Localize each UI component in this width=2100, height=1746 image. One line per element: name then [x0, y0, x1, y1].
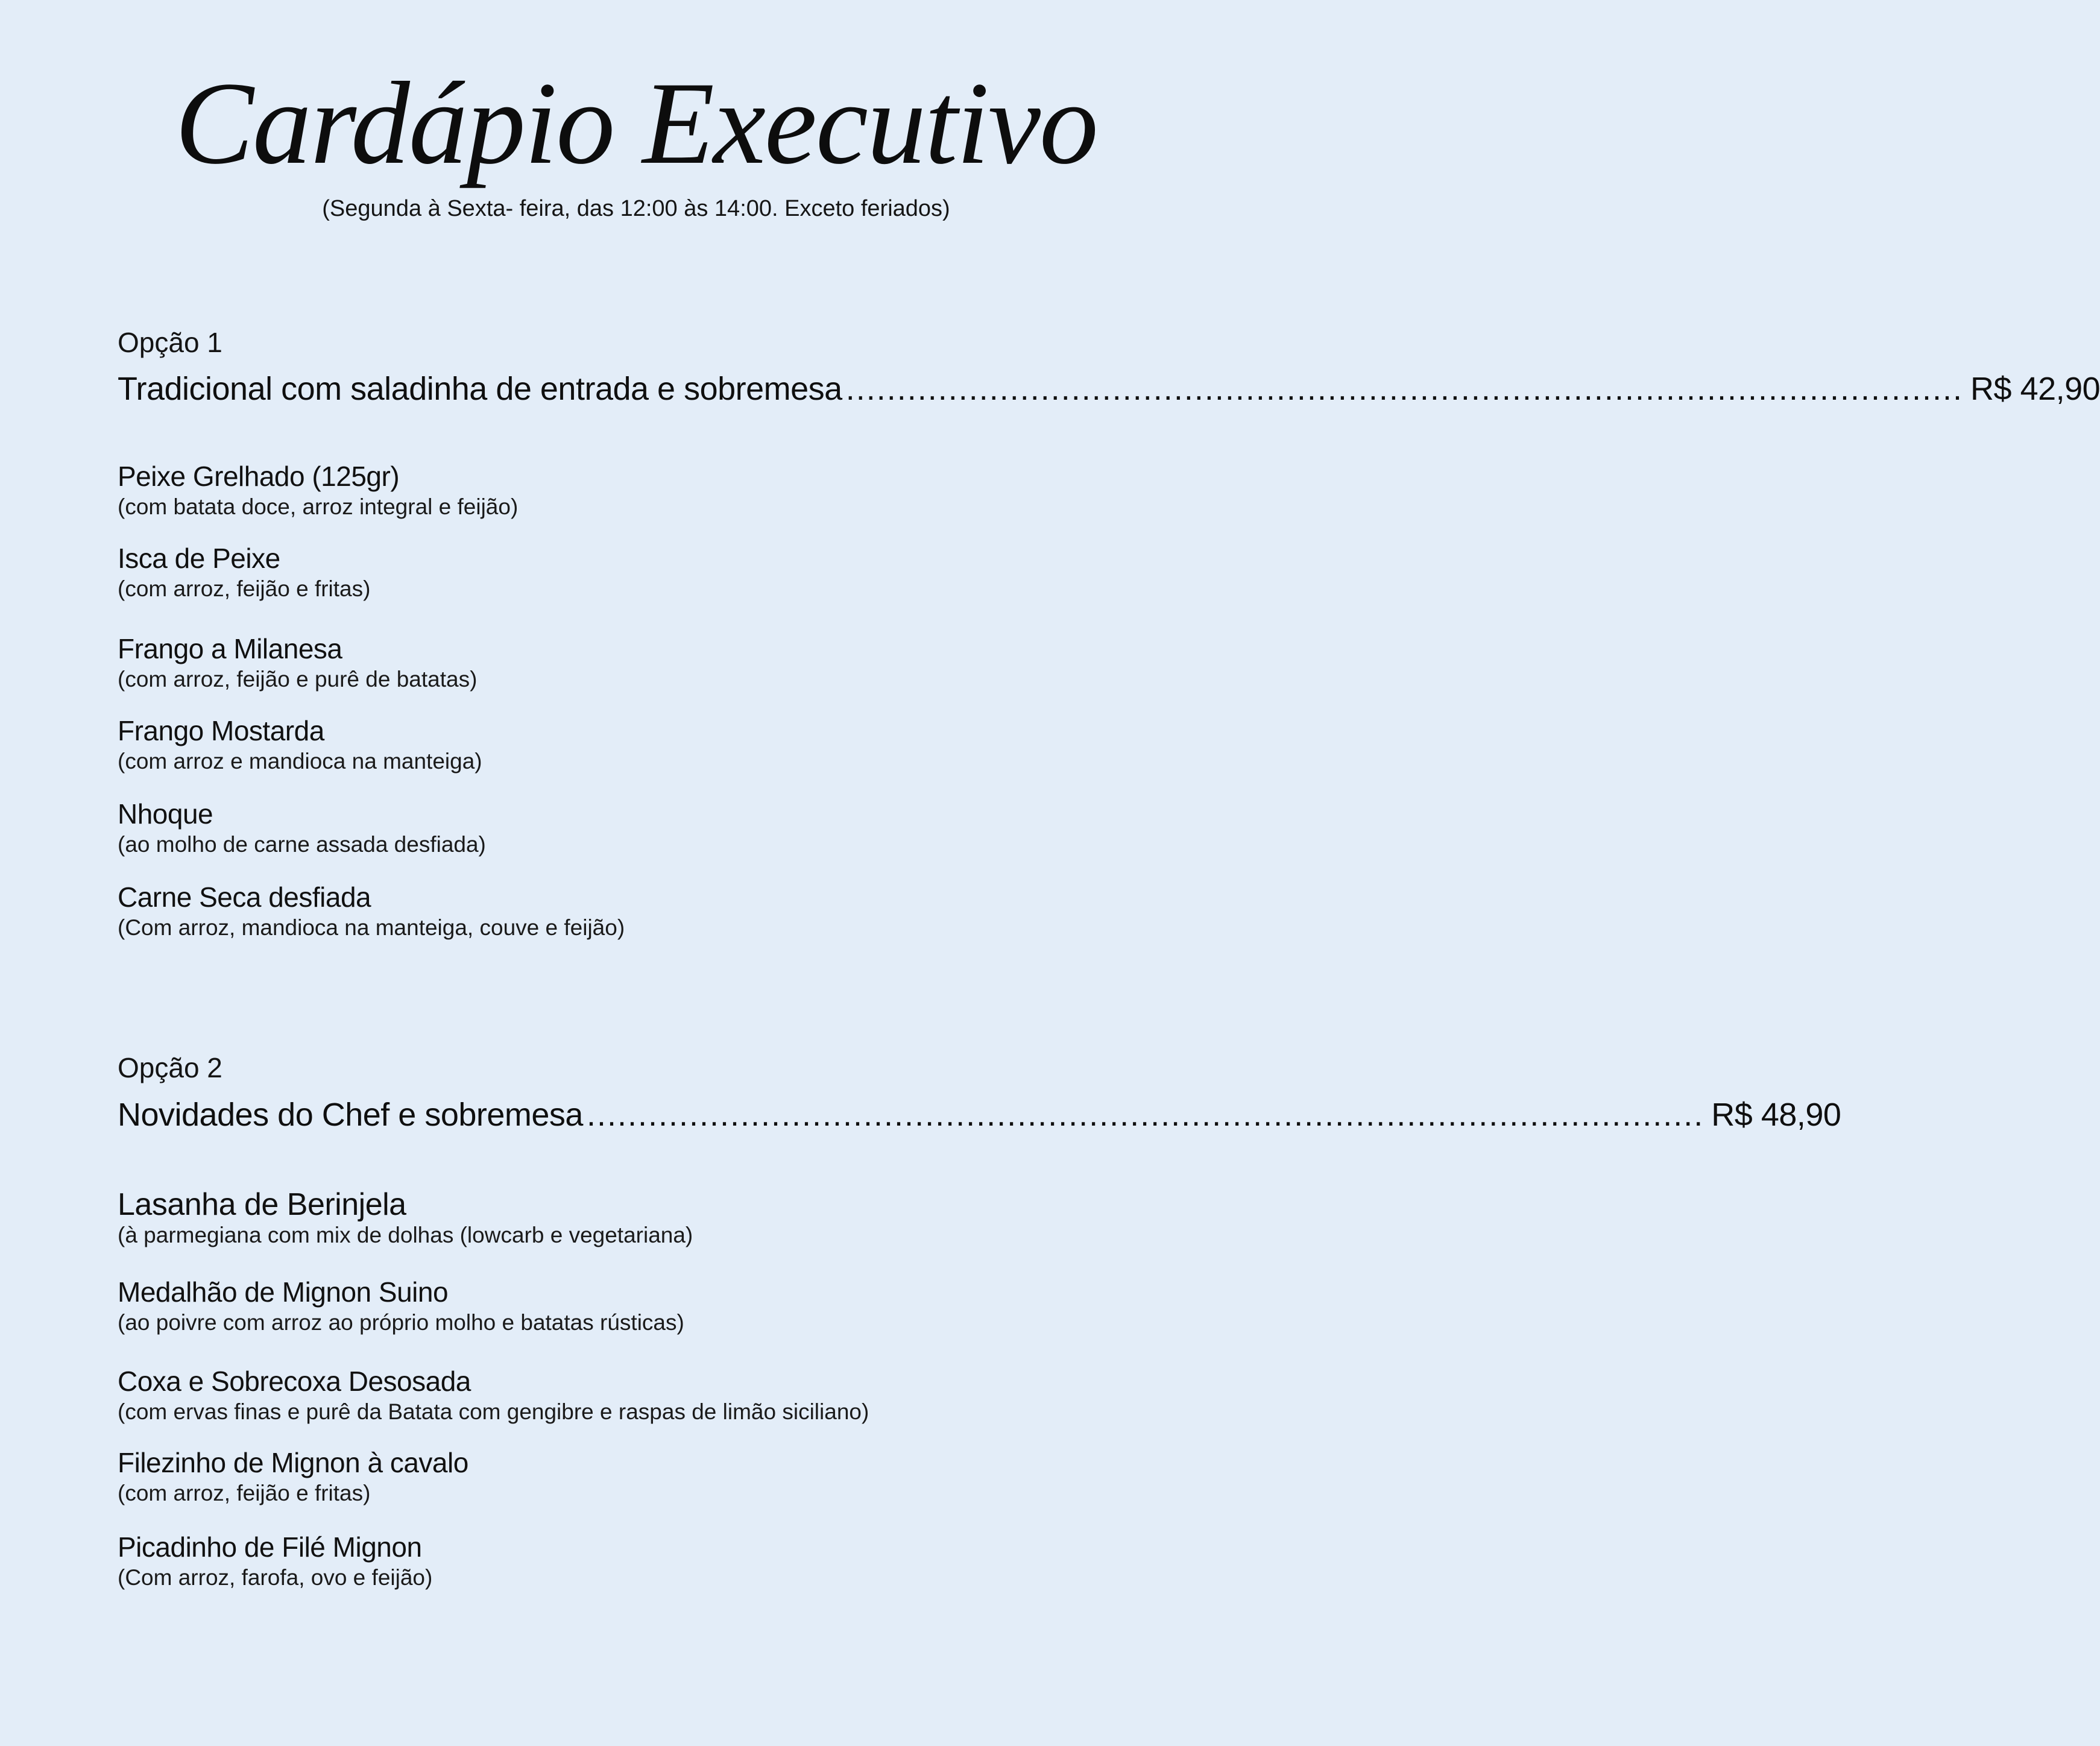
dish-name: Picadinho de Filé Mignon — [118, 1531, 422, 1563]
option-1-label: Opção 1 — [118, 327, 222, 358]
dish-item — [118, 797, 1143, 859]
option-1-header — [118, 368, 2100, 410]
dish-item — [118, 880, 1143, 942]
option-2-label: Opção 2 — [118, 1052, 222, 1083]
dish-name: Frango a Milanesa — [118, 633, 342, 664]
option-1-name: Tradicional com saladinha de entrada e sobremesa — [118, 371, 842, 407]
dish-description: (à parmegiana com mix de dolhas (lowcarb e vegetariana) — [118, 1223, 693, 1247]
dish-item — [118, 541, 1143, 603]
dish-description: (Com arroz, mandioca na manteiga, couve e feijão) — [118, 915, 625, 940]
dish-item — [118, 1530, 1143, 1592]
dish-name: Nhoque — [118, 798, 213, 830]
dish-description: (com arroz, feijão e fritas) — [118, 576, 371, 601]
dish-name: Filezinho de Mignon à cavalo — [118, 1447, 468, 1478]
menu-schedule: (Segunda à Sexta- feira, das 12:00 às 14:00. Exceto feriados) — [322, 196, 950, 221]
dish-description: (com ervas finas e purê da Batata com gengibre e raspas de limão siciliano) — [118, 1399, 869, 1424]
dish-name: Lasanha de Berinjela — [118, 1187, 406, 1222]
dish-item — [118, 714, 1143, 775]
dish-description: (com batata doce, arroz integral e feijão) — [118, 494, 519, 519]
dish-name: Medalhão de Mignon Suino — [118, 1276, 449, 1308]
option-1-price: R$ 42,90 — [1970, 371, 2100, 407]
dish-name: Coxa e Sobrecoxa Desosada — [118, 1366, 471, 1397]
dish-name: Peixe Grelhado (125gr) — [118, 461, 400, 492]
dish-description: (ao poivre com arroz ao próprio molho e batatas rústicas) — [118, 1310, 684, 1335]
dish-item — [118, 1364, 1143, 1426]
option-2-header — [118, 1094, 1841, 1136]
dish-description: (com arroz, feijão e fritas) — [118, 1481, 371, 1505]
dish-description: (ao molho de carne assada desfiada) — [118, 832, 486, 857]
dish-description: (com arroz e mandioca na manteiga) — [118, 749, 482, 774]
dish-name: Carne Seca desfiada — [118, 881, 371, 913]
dish-item — [118, 1446, 1143, 1507]
option-2-price: R$ 48,90 — [1711, 1097, 1841, 1133]
dish-name: Frango Mostarda — [118, 715, 324, 746]
dish-item — [118, 1188, 1143, 1249]
dish-description: (Com arroz, farofa, ovo e feijão) — [118, 1565, 433, 1590]
menu-title: Cardápio Executivo — [175, 58, 1097, 189]
option-1-leader: ............................................................................................................. — [845, 371, 1964, 407]
option-2-leader: ............................................................................................................. — [586, 1097, 1704, 1133]
dish-item — [118, 459, 1143, 521]
dish-item — [118, 1275, 1143, 1337]
dish-item — [118, 632, 1143, 693]
dish-description: (com arroz, feijão e purê de batatas) — [118, 667, 478, 692]
dish-name: Isca de Peixe — [118, 543, 280, 574]
option-2-name: Novidades do Chef e sobremesa — [118, 1097, 583, 1133]
